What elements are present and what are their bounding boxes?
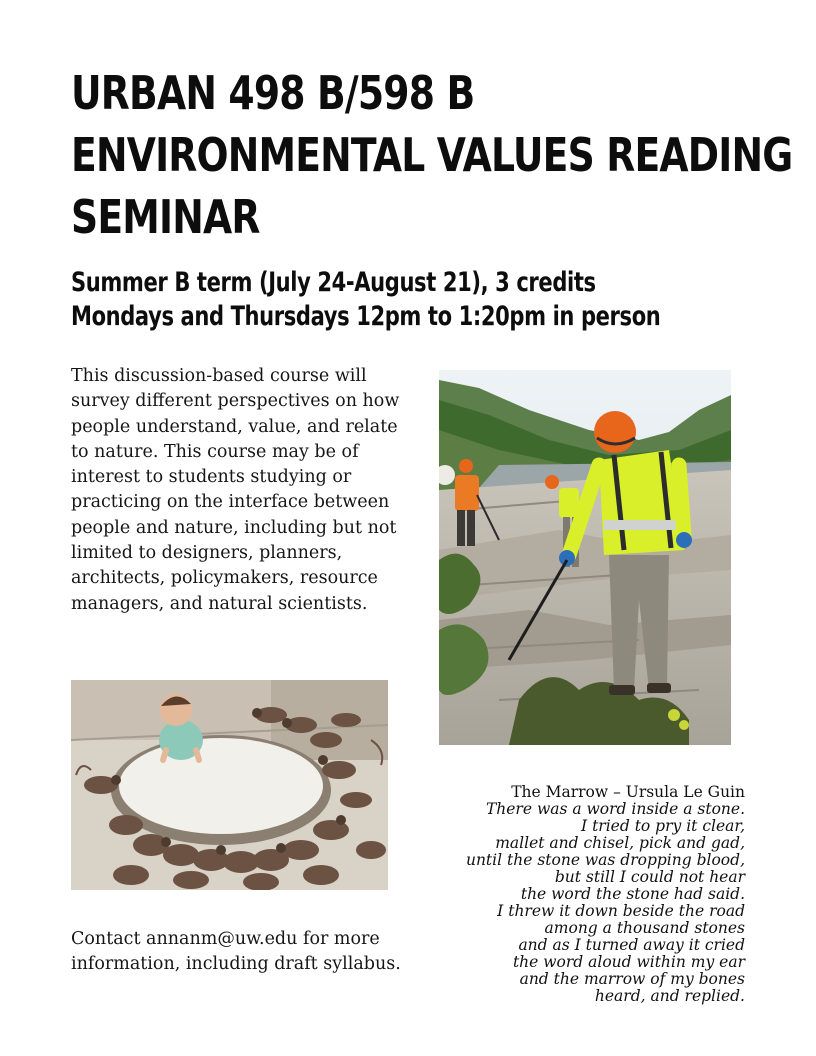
title-line: URBAN 498 B/598 B — [71, 66, 475, 120]
course-schedule — [71, 266, 660, 334]
term-info: Summer B term (July 24-August 21), 3 credits — [71, 267, 596, 298]
poem-line: mallet and chisel, pick and gad, — [495, 834, 745, 852]
poem-line: I tried to pry it clear, — [581, 817, 745, 835]
poem-line: and the marrow of my bones — [519, 970, 745, 988]
rats-photo — [71, 680, 388, 890]
poem-line: There was a word inside a stone. — [485, 800, 745, 818]
course-description: This discussion-based course will survey different perspectives on how people understand, value, and relate to nature. This course may be of interest to students studying or practicing on the interface between people and nature, including but not limited to designers, planners, architects, policymakers, resource managers, and natural scientists. — [71, 366, 400, 614]
title-line: SEMINAR — [71, 190, 260, 244]
poem-line: among a thousand stones — [544, 919, 745, 937]
poem-title: The Marrow – Ursula Le Guin — [511, 783, 745, 801]
title-line: ENVIRONMENTAL VALUES READING — [71, 128, 793, 182]
poem-line: and as I turned away it cried — [518, 936, 745, 954]
contact-info: Contact annanm@uw.edu for more information, including draft syllabus. — [71, 929, 401, 975]
poem-line: until the stone was dropping blood, — [465, 851, 745, 869]
poem-line: the word aloud within my ear — [512, 953, 745, 971]
workers-photo — [439, 370, 731, 745]
workers-photo-illustration — [439, 370, 731, 745]
poem-line: I threw it down beside the road — [497, 902, 745, 920]
rats-photo-illustration — [71, 680, 388, 890]
meeting-times: Mondays and Thursdays 12pm to 1:20pm in person — [71, 301, 661, 332]
poem-block — [420, 784, 745, 1005]
course-title — [71, 62, 793, 248]
poem-line: but still I could not hear — [554, 868, 745, 886]
poem-line: heard, and replied. — [594, 987, 745, 1005]
poem-line: the word the stone had said. — [520, 885, 745, 903]
